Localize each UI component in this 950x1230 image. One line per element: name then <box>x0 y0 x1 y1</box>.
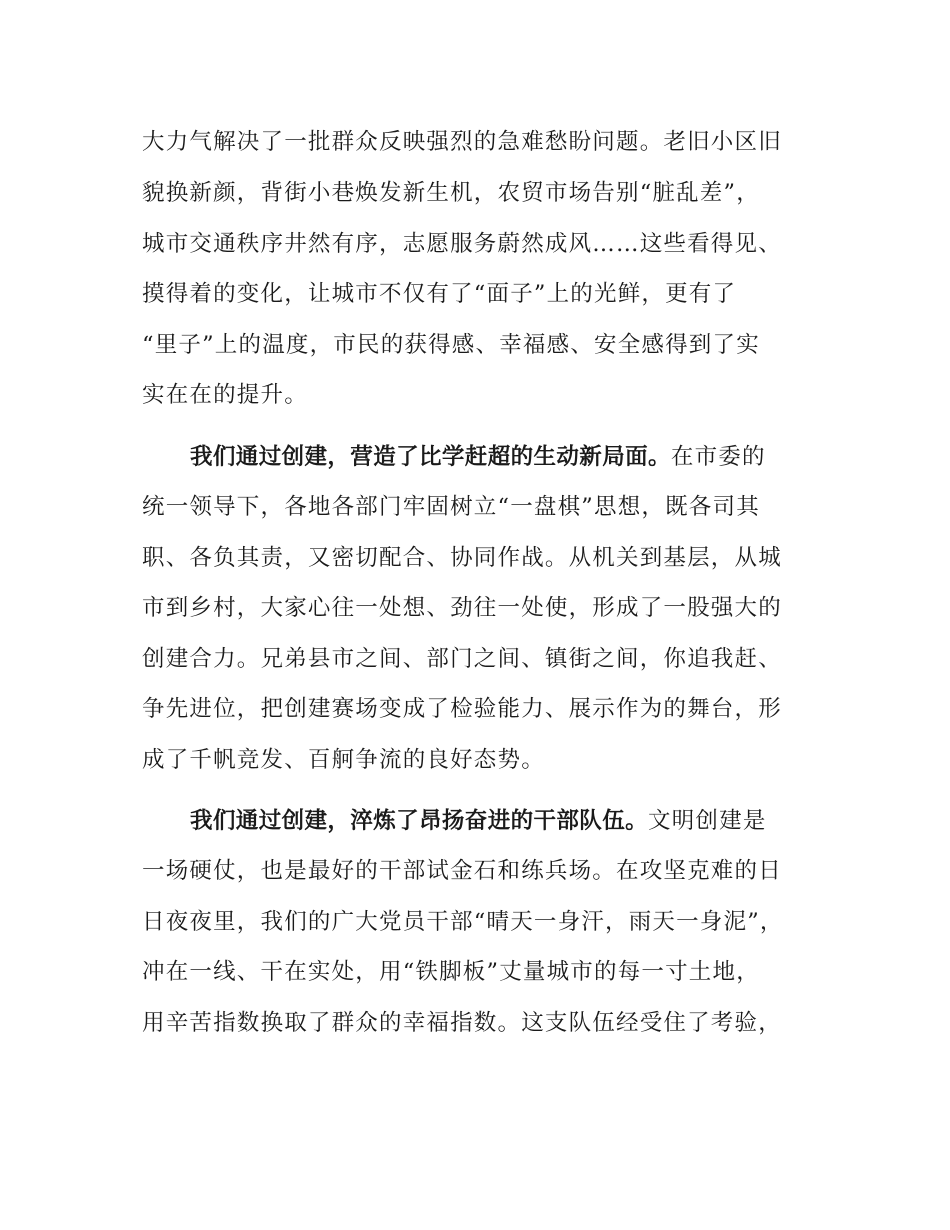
paragraph-2-line-1 <box>190 442 870 472</box>
paragraph-2-first-line-rest: 在市委的 <box>670 444 766 470</box>
paragraph-2-line-5: 创建合力。兄弟县市之间、部门之间、镇街之间，你追我赶、 <box>142 646 782 672</box>
paragraph-3-line-1 <box>190 806 870 836</box>
paragraph-2-line-2: 统一领导下，各地各部门牢固树立“一盘棋”思想，既各司其 <box>142 494 760 520</box>
paragraph-3-line-5: 用辛苦指数换取了群众的幸福指数。这支队伍经受住了考验， <box>142 1010 782 1036</box>
paragraph-2-lead: 我们通过创建，营造了比学赶超的生动新局面。 <box>190 444 671 470</box>
paragraph-1-line-1: 大力气解决了一批群众反映强烈的急难愁盼问题。老旧小区旧 <box>142 129 782 155</box>
paragraph-3-line-2: 一场硬仗，也是最好的干部试金石和练兵场。在攻坚克难的日 <box>142 858 782 884</box>
paragraph-1-line-6: 实在在的提升。 <box>142 382 308 408</box>
paragraph-2-line-3: 职、各负其责，又密切配合、协同作战。从机关到基层，从城 <box>142 545 782 571</box>
paragraph-2-line-7: 成了千帆竞发、百舸争流的良好态势。 <box>142 747 545 773</box>
paragraph-2-line-4: 市到乡村，大家心往一处想、劲往一处使，形成了一股强大的 <box>142 595 782 621</box>
paragraph-3-lead: 我们通过创建，淬炼了昂扬奋进的干部队伍。 <box>190 808 649 834</box>
paragraph-1-line-2: 貌换新颜，背街小巷焕发新生机，农贸市场告别“脏乱差”， <box>142 180 760 206</box>
paragraph-2-line-6: 争先进位，把创建赛场变成了检验能力、展示作为的舞台，形 <box>142 696 782 722</box>
paragraph-1-line-3: 城市交通秩序井然有序，志愿服务蔚然成风……这些看得见、 <box>142 231 782 257</box>
paragraph-1-line-4: 摸得着的变化，让城市不仅有了“面子”上的光鲜，更有了 <box>142 281 737 307</box>
paragraph-3-first-line-rest: 文明创建是 <box>648 808 767 834</box>
paragraph-1-line-5: “里子”上的温度，市民的获得感、幸福感、安全感得到了实 <box>142 332 760 358</box>
paragraph-3-line-4: 冲在一线、干在实处，用“铁脚板”丈量城市的每一寸土地， <box>142 959 760 985</box>
paragraph-3-line-3: 日夜夜里，我们的广大党员干部“晴天一身汗，雨天一身泥”， <box>142 909 784 935</box>
